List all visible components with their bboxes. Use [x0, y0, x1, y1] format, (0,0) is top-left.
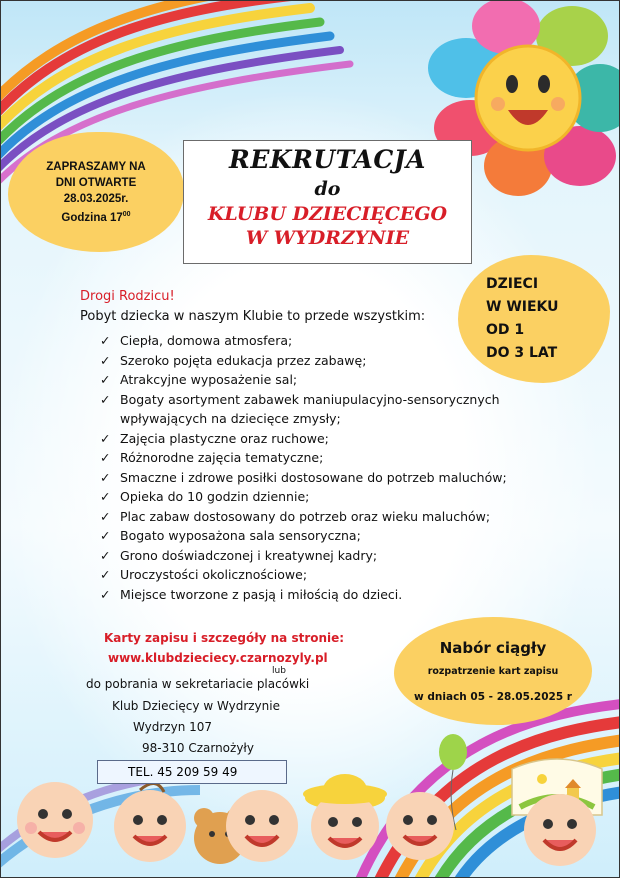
list-item: [100, 526, 520, 546]
open-days-hour: [61, 207, 130, 226]
title-box: [183, 140, 472, 264]
title-club: KLUBU DZIECIĘCEGO: [207, 203, 448, 225]
open-days-hour-text: Godzina 17: [61, 211, 123, 224]
check-icon: ✓: [100, 469, 111, 485]
check-icon: ✓: [100, 489, 111, 504]
check-icon: ✓: [100, 547, 111, 563]
list-item: [100, 390, 520, 429]
recruitment-badge: [394, 617, 592, 725]
list-item: [100, 565, 520, 585]
list-item-text: Zajęcia plastyczne oraz ruchowe;: [120, 430, 329, 446]
age-line1: DZIECI: [486, 276, 539, 292]
check-icon: ✓: [100, 333, 111, 348]
check-icon: ✓: [100, 372, 111, 387]
list-item-text: Miejsce tworzone z pasją i miłością do dzieci.: [120, 586, 403, 602]
list-item-text: Uroczystości okolicznościowe;: [120, 567, 308, 582]
open-days-badge: [8, 132, 184, 252]
open-days-hour-minutes: 00: [122, 210, 131, 218]
list-item-text: Opieka do 10 godzin dziennie;: [120, 489, 310, 504]
title-do: do: [314, 178, 341, 200]
check-icon: ✓: [100, 528, 111, 543]
list-item-text: Bogaty asortyment zabawek maniupulacyjno-sensorycznych wpływających na dziecięce zmysły;: [120, 391, 500, 426]
list-item: [100, 585, 520, 605]
org-name: Klub Dziecięcy w Wydrzynie: [112, 699, 280, 713]
list-item-text: Plac zabaw dostosowany do potrzeb oraz wieku maluchów;: [120, 508, 491, 524]
list-item: [100, 351, 520, 371]
address-street: Wydrzyn 107: [133, 720, 213, 734]
recruitment-subtitle: rozpatrzenie kart zapisu: [427, 666, 559, 677]
list-item-text: Różnorodne zajęcia tematyczne;: [120, 450, 324, 465]
list-item: [100, 468, 520, 488]
check-icon: ✓: [100, 450, 111, 465]
check-icon: ✓: [100, 508, 111, 524]
list-item-text: Bogato wyposażona sala sensoryczna;: [120, 528, 361, 543]
recruitment-dates: w dniach 05 - 28.05.2025 r: [414, 691, 572, 703]
check-icon: ✓: [100, 586, 111, 602]
open-days-line1: ZAPRASZAMY NA: [46, 160, 146, 173]
check-icon: ✓: [100, 352, 111, 368]
title-recruitment: REKRUTACJA: [229, 145, 426, 174]
website-link[interactable]: www.klubdzieciecy.czarnozyly.pl: [108, 651, 328, 665]
phone-box: [97, 760, 287, 784]
list-item-text: Atrakcyjne wyposażenie sal;: [120, 372, 298, 387]
title-location: W WYDRZYNIE: [245, 227, 410, 249]
greeting: Drogi Rodzicu!: [80, 289, 175, 304]
list-item: [100, 507, 520, 527]
open-days-line2: DNI OTWARTE: [55, 176, 137, 189]
list-item: [100, 546, 520, 566]
benefits-list: [100, 331, 520, 604]
age-line4: DO 3 LAT: [486, 345, 558, 361]
list-item-text: Grono doświadczonej i kreatywnej kadry;: [120, 547, 378, 563]
age-line2: W WIEKU: [486, 299, 559, 315]
list-item-text: Smaczne i zdrowe posiłki dostosowane do potrzeb maluchów;: [120, 469, 507, 485]
list-item: [100, 448, 520, 468]
check-icon: ✓: [100, 391, 111, 407]
pickup-text: do pobrania w sekretariacie placówki: [86, 677, 310, 691]
list-item: [100, 429, 520, 449]
check-icon: ✓: [100, 430, 111, 446]
check-icon: ✓: [100, 567, 111, 582]
list-item: [100, 331, 520, 351]
phone-number: TEL. 45 209 59 49: [128, 765, 238, 779]
list-item-text: Szeroko pojęta edukacja przez zabawę;: [120, 352, 367, 368]
recruitment-title: Nabór ciągły: [439, 639, 547, 657]
or-text: lub: [272, 666, 286, 676]
list-item: [100, 487, 520, 507]
age-line3: OD 1: [486, 322, 525, 338]
open-days-date: 28.03.2025r.: [63, 192, 129, 205]
cards-label: Karty zapisu i szczegóły na stronie:: [104, 631, 345, 645]
list-item-text: Ciepła, domowa atmosfera;: [120, 333, 293, 348]
address-city: 98-310 Czarnożyły: [142, 741, 254, 755]
intro-text: Pobyt dziecka w naszym Klubie to przede wszystkim:: [80, 309, 426, 324]
list-item: [100, 370, 520, 390]
